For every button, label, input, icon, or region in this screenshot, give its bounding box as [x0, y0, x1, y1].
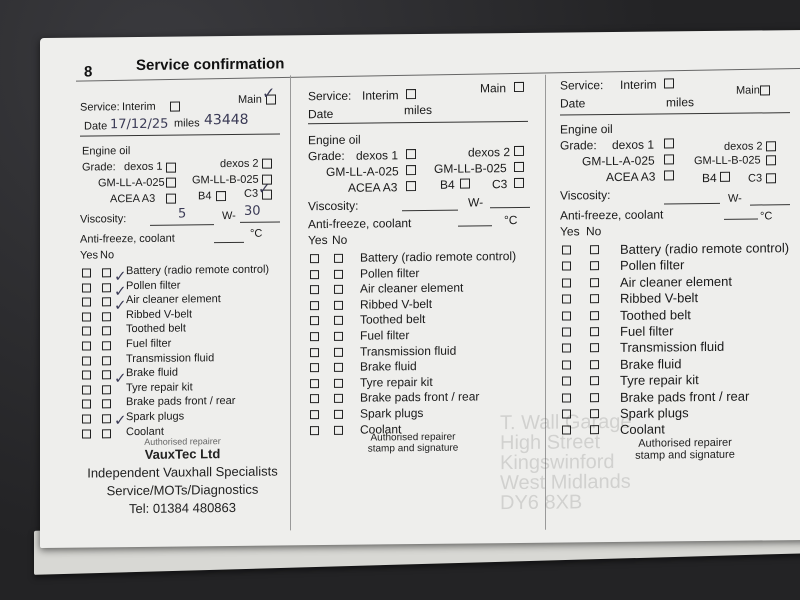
yes-checkbox[interactable] [310, 270, 319, 279]
gmlla-checkbox[interactable] [406, 165, 416, 175]
gmllb-checkbox[interactable] [514, 162, 524, 172]
antifreeze-label: Anti-freeze, coolant [80, 232, 175, 246]
checklist-item-label: Tyre repair kit [126, 381, 193, 394]
acea-label: ACEA A3 [110, 192, 156, 206]
service-column-1 [80, 83, 285, 517]
no-checkbox[interactable] [334, 332, 343, 341]
ghost-line: High Street [500, 431, 601, 455]
dexos1-label: dexos 1 [124, 160, 163, 174]
main-tick: ✓ [262, 83, 276, 103]
no-checkbox[interactable] [590, 393, 599, 402]
no-checkbox[interactable] [590, 426, 599, 435]
w-label: W- [468, 195, 484, 210]
no-checkbox[interactable] [334, 285, 343, 294]
checklist-item-label: Ribbed V-belt [126, 308, 193, 321]
checklist-item-label: Toothed belt [126, 322, 186, 336]
engine-oil-heading: Engine oil [82, 145, 131, 158]
checklist-item-label: Fuel filter [126, 337, 172, 351]
service-column-2 [308, 81, 538, 455]
b4-checkbox[interactable] [216, 191, 226, 201]
no-checkbox[interactable] [590, 245, 599, 254]
no-checkbox[interactable] [102, 312, 111, 321]
yes-checkbox[interactable] [310, 379, 319, 388]
gmllb-label: GM-LL-B-025 [192, 173, 259, 187]
gmlla-label: GM-LL-A-025 [326, 164, 399, 180]
yes-checkbox[interactable] [562, 327, 571, 336]
yes-header: Yes [80, 249, 98, 262]
dexos2-checkbox[interactable] [766, 141, 776, 151]
date-label: Date [560, 96, 586, 111]
no-checkbox[interactable] [334, 379, 343, 388]
ghost-line: West Midlands [500, 470, 631, 495]
tick-brake-fluid: ✓ [114, 369, 127, 388]
stamp-phone: Tel: 01384 480863 [129, 499, 236, 517]
stamp-caption: Authorised repairer [370, 431, 456, 444]
viscosity-label: Viscosity: [80, 213, 127, 226]
no-checkbox[interactable] [102, 356, 111, 365]
antifreeze-label: Anti-freeze, coolant [308, 216, 412, 232]
checklist-item-label: Coolant [126, 425, 164, 438]
stamp-name: VauxTec Ltd [144, 446, 221, 462]
acea-checkbox[interactable] [166, 194, 176, 204]
no-checkbox[interactable] [590, 376, 599, 385]
checklist-item-label: Brake pads front / rear [360, 389, 480, 406]
yes-checkbox[interactable] [562, 377, 571, 386]
interim-label: Interim [362, 88, 399, 103]
date-miles-line [308, 121, 528, 124]
acea-label: ACEA A3 [606, 169, 656, 185]
page-number: 8 [84, 63, 93, 81]
no-checkbox[interactable] [102, 414, 111, 423]
antifreeze-line [458, 225, 492, 226]
grade-label: Grade: [308, 148, 345, 164]
b4-label: B4 [198, 190, 212, 203]
checklist-item-label: Air cleaner element [360, 280, 464, 296]
gmllb-checkbox[interactable] [766, 155, 776, 165]
no-checkbox[interactable] [590, 294, 599, 303]
b4-label: B4 [702, 170, 717, 186]
checklist-item-label: Transmission fluid [360, 343, 457, 359]
antifreeze-line [724, 218, 758, 219]
no-checkbox[interactable] [102, 327, 111, 336]
checklist-item-label: Brake fluid [620, 356, 682, 372]
yes-checkbox[interactable] [562, 409, 571, 418]
dexos2-checkbox[interactable] [514, 146, 524, 156]
viscosity-label: Viscosity: [560, 188, 611, 203]
no-checkbox[interactable] [102, 268, 111, 277]
viscosity-line [402, 210, 458, 212]
miles-label: miles [404, 102, 433, 118]
yes-checkbox[interactable] [310, 332, 319, 341]
checklist-item-label: Transmission fluid [126, 351, 215, 365]
gmlla-checkbox[interactable] [166, 178, 176, 188]
interim-label: Interim [620, 77, 657, 92]
stamp-line2: Service/MOTs/Diagnostics [106, 481, 259, 499]
checklist-item-label: Battery (radio remote control) [360, 249, 517, 265]
yes-checkbox[interactable] [82, 400, 91, 409]
c3-label: C3 [244, 187, 259, 200]
ghost-line: T. Wall Garage [500, 410, 632, 435]
interim-checkbox[interactable] [170, 102, 180, 112]
tick-pollen: ✓ [114, 282, 127, 301]
yes-checkbox[interactable] [82, 356, 91, 365]
b4-checkbox[interactable] [460, 178, 470, 188]
no-checkbox[interactable] [334, 394, 343, 403]
dexos1-label: dexos 1 [356, 148, 399, 163]
ghost-line: Kingswinford [500, 450, 615, 475]
yes-checkbox[interactable] [310, 301, 319, 310]
checklist-item-label: Brake fluid [126, 366, 178, 380]
checklist-item-label: Tyre repair kit [360, 374, 433, 390]
checklist-item-label: Pollen filter [620, 257, 685, 274]
checklist-item-label: Toothed belt [620, 306, 691, 323]
checklist-item-label: Brake pads front / rear [620, 388, 750, 405]
no-checkbox[interactable] [590, 311, 599, 320]
date-label: Date [308, 106, 334, 122]
main-checkbox[interactable] [760, 85, 770, 95]
yes-header: Yes [308, 232, 328, 248]
checklist-item-label: Battery (radio remote control) [620, 240, 790, 257]
no-checkbox[interactable] [590, 327, 599, 336]
yes-checkbox[interactable] [82, 283, 91, 292]
checklist-item-label: Pollen filter [126, 279, 181, 292]
gmlla-label: GM-LL-A-025 [98, 176, 165, 190]
yes-checkbox[interactable] [310, 363, 319, 372]
no-checkbox[interactable] [334, 316, 343, 325]
checklist-item-label: Air cleaner element [126, 293, 221, 307]
miles-label: miles [666, 95, 695, 110]
no-checkbox[interactable] [334, 254, 343, 263]
dexos2-checkbox[interactable] [262, 159, 272, 169]
yes-checkbox[interactable] [310, 254, 319, 263]
yes-checkbox[interactable] [82, 371, 91, 380]
yes-checkbox[interactable] [562, 278, 571, 287]
repairer-stamp-area [338, 431, 488, 455]
interim-checkbox[interactable] [406, 89, 416, 99]
grade-label: Grade: [560, 138, 597, 153]
antifreeze-label: Anti-freeze, coolant [560, 207, 664, 223]
yes-header: Yes [560, 224, 580, 239]
interim-label: Interim [122, 100, 156, 114]
checklist-item-label: Coolant [620, 421, 665, 438]
stamp-line1: Independent Vauxhall Specialists [87, 463, 278, 481]
no-checkbox[interactable] [590, 262, 599, 271]
checklist-item-label: Transmission fluid [620, 339, 725, 356]
antifreeze-line [214, 242, 244, 243]
main-label: Main [238, 93, 262, 106]
viscosity-line [490, 207, 530, 208]
no-checkbox[interactable] [590, 278, 599, 287]
no-checkbox[interactable] [334, 301, 343, 310]
w-label: W- [222, 209, 236, 223]
checklist-item-label: Spark plugs [126, 410, 185, 424]
date-miles-line [560, 112, 790, 115]
checklist-item-label: Air cleaner element [620, 273, 732, 290]
no-checkbox[interactable] [334, 410, 343, 419]
yes-checkbox[interactable] [562, 245, 571, 254]
ghost-line: DY6 8XB [500, 491, 583, 515]
yes-checkbox[interactable] [562, 360, 571, 369]
c3-label: C3 [492, 177, 508, 192]
handwritten-viscosity-left: 5 [178, 206, 187, 222]
checklist-item-label: Brake pads front / rear [126, 395, 236, 409]
yes-checkbox[interactable] [82, 414, 91, 423]
celsius-label: °C [504, 212, 518, 228]
checklist-item-label: Ribbed V-belt [360, 296, 433, 312]
no-checkbox[interactable] [590, 360, 599, 369]
checklist-item-label: Ribbed V-belt [620, 290, 699, 307]
stamp-caption: stamp and signature [635, 448, 735, 462]
checklist-item-label: Battery (radio remote control) [126, 263, 270, 278]
no-header: No [586, 224, 602, 239]
checklist-item-label: Toothed belt [360, 312, 426, 328]
stamp-caption: Authorised repairer [144, 436, 221, 447]
celsius-label: °C [250, 227, 263, 240]
engine-oil-heading: Engine oil [308, 132, 361, 148]
date-miles-line [80, 133, 280, 136]
no-header: No [100, 249, 115, 262]
viscosity-label: Viscosity: [308, 198, 359, 214]
checklist-item-label: Tyre repair kit [620, 372, 699, 389]
repairer-stamp-area [610, 436, 760, 462]
checklist-item-label: Fuel filter [620, 323, 674, 339]
no-checkbox[interactable] [102, 283, 111, 292]
dexos2-label: dexos 2 [220, 157, 259, 171]
no-checkbox[interactable] [590, 409, 599, 418]
grade-label: Grade: [82, 161, 116, 174]
no-checkbox[interactable] [102, 297, 111, 306]
no-checkbox[interactable] [102, 400, 111, 409]
dexos2-label: dexos 2 [724, 140, 763, 153]
viscosity-line [240, 221, 280, 222]
b4-label: B4 [440, 177, 455, 192]
acea-checkbox[interactable] [406, 181, 416, 191]
yes-checkbox[interactable] [310, 316, 319, 325]
viscosity-line [750, 204, 790, 205]
no-checkbox[interactable] [102, 341, 111, 350]
dexos1-checkbox[interactable] [166, 163, 176, 173]
checklist-item-label: Coolant [360, 421, 402, 437]
yes-checkbox[interactable] [310, 410, 319, 419]
no-checkbox[interactable] [334, 363, 343, 372]
service-label: Service: [308, 88, 352, 104]
yes-checkbox[interactable] [82, 268, 91, 277]
yes-checkbox[interactable] [562, 262, 571, 271]
yes-checkbox[interactable] [562, 393, 571, 402]
interim-checkbox[interactable] [664, 78, 674, 88]
no-checkbox[interactable] [334, 347, 343, 356]
c3-checkbox[interactable] [766, 173, 776, 183]
no-checkbox[interactable] [102, 370, 111, 379]
yes-checkbox[interactable] [82, 341, 91, 350]
checklist-item-label: Spark plugs [620, 405, 689, 421]
c3-checkbox[interactable] [514, 178, 524, 188]
yes-checkbox[interactable] [82, 312, 91, 321]
dexos1-label: dexos 1 [612, 137, 655, 153]
main-label: Main [480, 81, 507, 96]
yes-checkbox[interactable] [562, 344, 571, 353]
no-checkbox[interactable] [590, 344, 599, 353]
c3-tick: ✓ [258, 179, 271, 198]
no-header: No [332, 232, 348, 247]
yes-checkbox[interactable] [82, 385, 91, 394]
service-label: Service: [80, 101, 120, 114]
yes-checkbox[interactable] [310, 348, 319, 357]
dexos1-checkbox[interactable] [406, 149, 416, 159]
gmllb-label: GM-LL-B-025 [434, 161, 507, 176]
acea-label: ACEA A3 [348, 180, 398, 195]
celsius-label: °C [760, 210, 773, 223]
date-label: Date [84, 120, 108, 133]
stamp-caption: stamp and signature [367, 442, 459, 455]
yes-checkbox[interactable] [310, 285, 319, 294]
checklist-item-label: Pollen filter [360, 265, 420, 281]
miles-label: miles [174, 117, 200, 130]
b4-checkbox[interactable] [720, 172, 730, 182]
tick-battery: ✓ [114, 267, 127, 286]
service-label: Service: [560, 78, 604, 93]
viscosity-line [150, 224, 214, 226]
yes-checkbox[interactable] [310, 394, 319, 403]
no-checkbox[interactable] [102, 385, 111, 394]
repairer-stamp-area [80, 435, 285, 516]
viscosity-line [664, 203, 720, 205]
yes-checkbox[interactable] [310, 426, 319, 435]
engine-oil-heading: Engine oil [560, 122, 613, 137]
dexos1-checkbox[interactable] [664, 138, 674, 148]
c3-label: C3 [748, 172, 763, 185]
dexos2-label: dexos 2 [468, 145, 511, 160]
yes-checkbox[interactable] [82, 327, 91, 336]
no-checkbox[interactable] [334, 269, 343, 278]
acea-checkbox[interactable] [664, 170, 674, 180]
checklist-item-label: Spark plugs [360, 405, 424, 421]
yes-checkbox[interactable] [82, 298, 91, 307]
handwritten-viscosity-right: 30 [244, 203, 261, 219]
handwritten-miles: 43448 [204, 111, 249, 129]
gmlla-checkbox[interactable] [664, 154, 674, 164]
service-booklet-page [40, 30, 800, 548]
main-checkbox[interactable] [514, 82, 524, 92]
checklist-item-label: Fuel filter [360, 328, 410, 343]
page-title: Service confirmation [136, 55, 285, 74]
gmllb-label: GM-LL-B-025 [694, 154, 761, 168]
yes-checkbox[interactable] [562, 426, 571, 435]
stamp-caption: Authorised repairer [638, 436, 732, 450]
yes-checkbox[interactable] [562, 295, 571, 304]
yes-checkbox[interactable] [562, 311, 571, 320]
tick-spark-plugs: ✓ [114, 411, 127, 430]
main-label: Main [736, 84, 760, 97]
tick-air-cleaner: ✓ [114, 296, 127, 315]
handwritten-date: 17/12/25 [110, 116, 169, 133]
checklist-item-label: Brake fluid [360, 359, 417, 374]
gmlla-label: GM-LL-A-025 [582, 153, 655, 169]
w-label: W- [728, 192, 742, 205]
